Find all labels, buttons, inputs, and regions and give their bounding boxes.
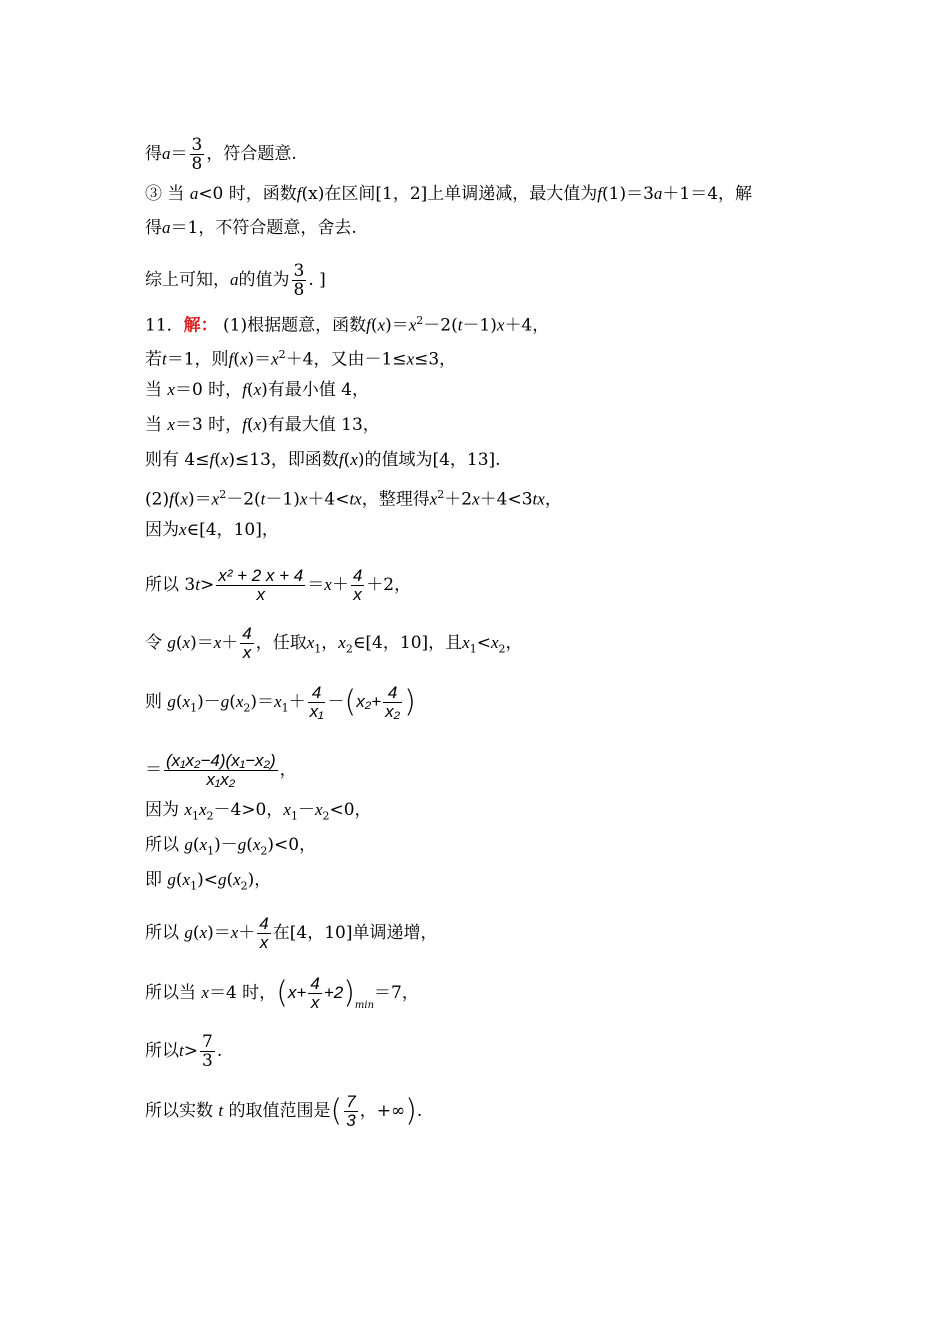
line-13: 令 g(x)＝x＋ $\frac{4}{x}$ ，任取$x_1$，$x_2\in[4$，10]，且$x_1<x_2$， — [145, 624, 523, 662]
fraction: $\frac{\text{x² + 2 x + 4}}{x}$ — [218, 566, 304, 604]
fraction: $\frac{4}{x}$ — [310, 974, 320, 1012]
line-6: 若t＝1，则$f(x)=x^2+4$，又由－1≤x≤3， — [145, 348, 457, 370]
line-16: 因为 $x_1x_2-4>0$，$x_1-x_2<0$， — [145, 800, 372, 823]
line-1: 得a＝ $\frac{3}{8}$ ，符合题意. — [145, 135, 297, 174]
fraction: $\frac{4}{x}$ — [259, 914, 269, 952]
line-20: 所以当 x＝4 时，(x+ $\frac{4}{x}$ $+2)_{min}=7$， — [145, 974, 419, 1012]
fraction: $\frac{4}{\text{x₁}}$ — [309, 683, 324, 721]
line-5: 11．解： (1)根据题意，函数$f(x)=x^2-2(t-1)x+4$， — [145, 314, 550, 336]
line-10: $(2)f(x)=x^2-2(t-1)x+4<tx$，整理得$x^2+2x+4<3tx$， — [145, 488, 562, 510]
fraction: $\frac{7}{3}$ — [346, 1092, 356, 1130]
fraction: $\frac{4}{\text{x₂}}$ — [385, 683, 401, 721]
line-19: 所以 g(x)＝x＋ $\frac{4}{x}$ 在[4，10]单调递增， — [145, 914, 438, 952]
line-3: 得a＝1，不符合题意，舍去. — [145, 218, 357, 238]
fraction: $\frac{4}{x}$ — [242, 624, 252, 662]
line-14: 则 $g(x_1)-g(x_2)=x_1+$ $\frac{4}{\text{x₁}}$ －(x₂+ $\frac{4}{\text{x₂}}$ ) — [145, 683, 416, 721]
solution-label: 解： — [183, 315, 218, 336]
line-7: 当 x＝0 时，f(x)有最小值 4， — [145, 380, 369, 400]
line-15: ＝ $\frac{\text{(x₁x₂−4)(x₁−x₂)}}{\text{x₁x₂}}$ ， — [145, 751, 297, 789]
line-18: 即 $g(x_1)<g(x_2)$， — [145, 870, 272, 893]
fraction: $\frac{3}{8}$ — [293, 261, 305, 300]
line-22: 所以实数 t 的取值范围是( $\frac{7}{3}$ ，+∞). — [145, 1092, 423, 1130]
line-17: 所以 $g(x_1)-g(x_2)<0$， — [145, 835, 317, 858]
line-12: 所以 3t> $\frac{\text{x² + 2 x + 4}}{x}$ ＝x＋ $\frac{4}{x}$ ＋2， — [145, 566, 412, 604]
fraction: $\frac{7}{3}$ — [201, 1032, 213, 1071]
fraction: $\frac{3}{8}$ — [191, 135, 203, 174]
line-4: 综上可知，a的值为 $\frac{3}{8}$ . ] — [145, 261, 326, 300]
fraction: $\frac{4}{x}$ — [352, 566, 363, 604]
line-2: ③ 当 a<0 时，函数f(x)在区间[1，2]上单调递减，最大值为f(1)＝3a＋1＝4，解 — [145, 184, 753, 204]
line-8: 当 x＝3 时，f(x)有最大值 13， — [145, 415, 380, 435]
line-11: 因为x∈[4，10]， — [145, 520, 279, 540]
line-21: 所以t> $\frac{7}{3}$ . — [145, 1032, 223, 1071]
line-9: 则有 4≤f(x)≤13，即函数f(x)的值域为[4，13]. — [145, 450, 501, 470]
fraction: $\frac{\text{(x₁x₂−4)(x₁−x₂)}}{\text{x₁x₂}}$ — [166, 751, 276, 789]
